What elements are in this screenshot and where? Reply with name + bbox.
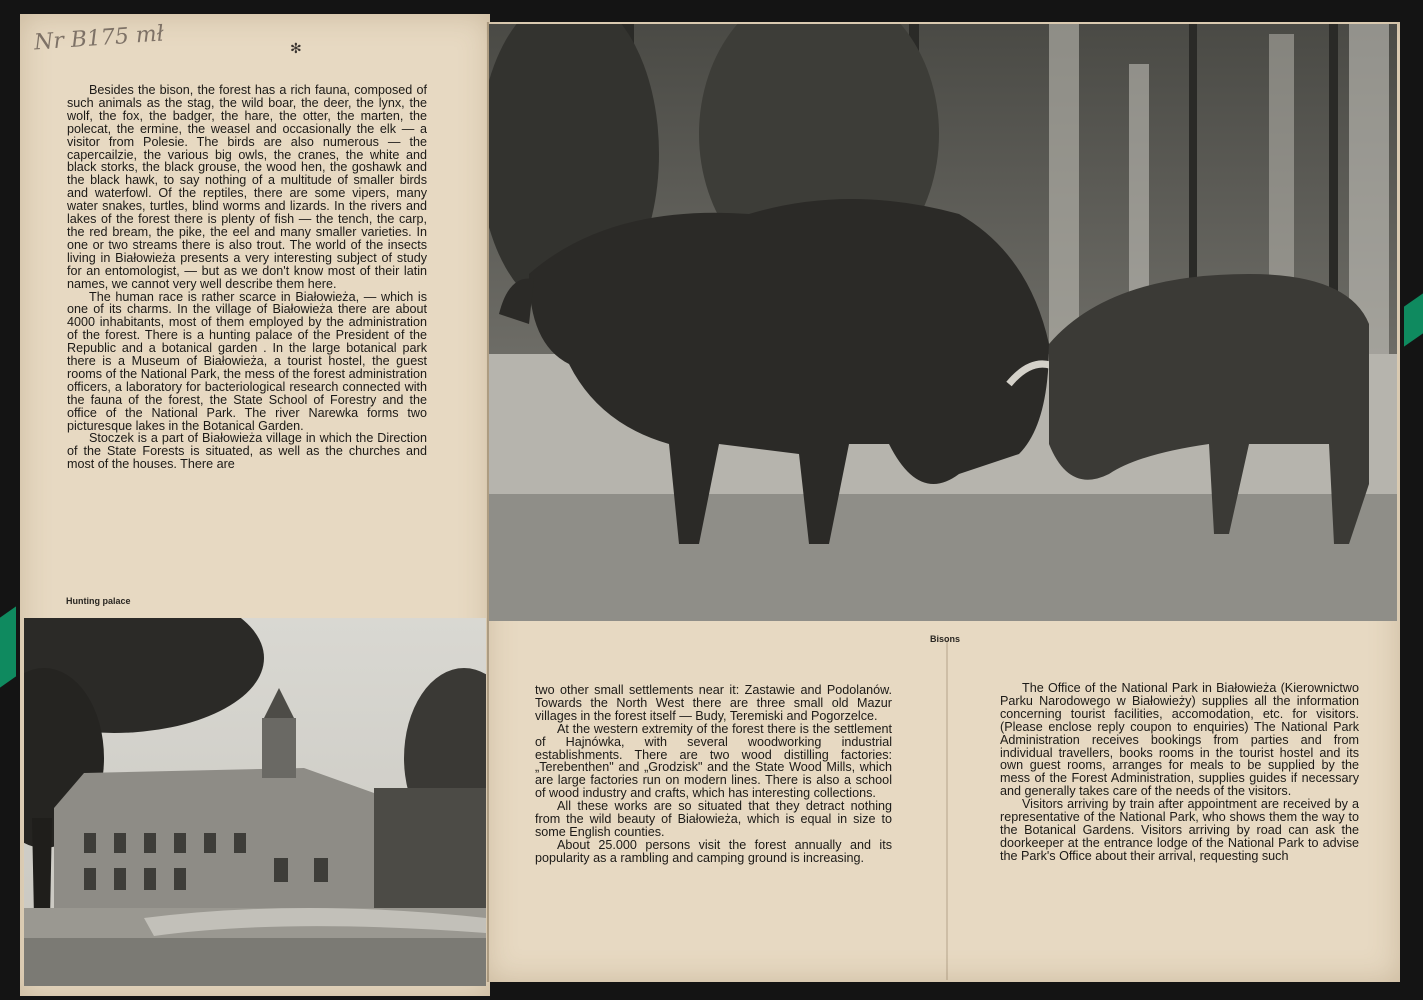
middle-paragraph: At the western extremity of the forest there is the settlement of Hajnówka, with several woodworking industrial establishments. There are two wood distilling factories: „Terebenthen" and „Grodzisk" and the State Wood Mills, which are large factories run on modern lines. There is also a school of wood industry and crafts, which has interesting collections. [535, 721, 892, 801]
handwritten-note: Nr B175 mł [33, 21, 165, 56]
ink-mark: ✻ [290, 40, 302, 56]
left-paragraph: Stoczek is a part of Białowieża village in which the Direction of the State Forests is situated, as well as the churches and most of the houses. There are [67, 431, 427, 472]
middle-text-column [535, 684, 892, 865]
left-paragraph: The human race is rather scarce in Białowieża, — which is one of its charms. In the village of Białowieża there are about 4000 inhabitants, most of them employed by the administration of the forest. There is a hunting palace of the President of the Republic and a botanical garden . In the large botanical park there is a Museum of Białowieża, a tourist hostel, the guest rooms of the National Park, the mess of the forest administration officers, a laboratory for bacteriological research connected with the fauna of the forest, the State School of Forestry and the office of the National Park. The river Narewka forms two picturesque lakes in the Botanical Garden. [67, 289, 427, 433]
bisons-photo [489, 24, 1397, 621]
hunting-palace-caption: Hunting palace [66, 596, 131, 606]
middle-paragraph: All these works are so situated that they detract nothing from the wild beauty of Białowieża, which is equal in size to some English counties. [535, 799, 892, 839]
left-text-column [67, 84, 427, 471]
right-paragraph: The Office of the National Park in Białowieża (Kierownictwo Parku Narodowego w Białowieży) supplies all the information concerning tourist facilities, accomodation, etc. for visitors. (Please enclose reply coupon to enquiries) The National Park Administration receives bookings from parties and from individual travellers, books rooms in the tourist hostel and its own guest rooms, arranges for meals to be supplied by the mess of the Forest Administration, supplies guides if necessary and generally takes care of the needs of the visitors. [1000, 681, 1359, 799]
middle-paragraph: About 25.000 persons visit the forest annually and its popularity as a rambling and camping ground is increasing. [535, 837, 892, 865]
bisons-caption: Bisons [930, 634, 961, 644]
right-text-column [1000, 682, 1359, 863]
left-paragraph: Besides the bison, the forest has a rich fauna, composed of such animals as the stag, the wild boar, the deer, the lynx, the wolf, the fox, the badger, the hare, the otter, the marten, the polecat, the ermine, the weasel and occasionally the elk — a visitor from Polesie. The birds are also numerous — the capercailzie, the various big owls, the cranes, the white and black storks, the black grouse, the wood hen, the goshawk and the black hawk, to say nothing of a multitude of smaller birds and waterfowl. Of the reptiles, there are some vipers, many water snakes, turtles, blind worms and lizards. In the rivers and lakes of the forest there is plenty of fish — the tench, the carp, the red bream, the pike, the eel and many smaller varieties. In one or two streams there is also trout. The world of the insects living in Białowieża presents a very interesting subject of study for an entomologist, — but as we don't know most of their latin names, we cannot very well describe them here. [67, 83, 427, 291]
center-fold [946, 640, 948, 980]
green-edge-mark-left [0, 606, 16, 687]
hunting-palace-photo [24, 618, 486, 986]
middle-paragraph: two other small settlements near it: Zastawie and Podolanów. Towards the North West there are three small old Mazur villages in the forest itself — Budy, Teremiski and Pogorzelce. [535, 683, 892, 723]
green-edge-mark-right [1404, 293, 1423, 346]
right-paragraph: Visitors arriving by train after appointment are received by a representative of the National Park, who shows them the way to the Botanical Gardens. Visitors arriving by road can ask the doorkeeper at the entrance lodge of the National Park to advise the Park's Office about their arrival, requesting such [1000, 797, 1359, 863]
